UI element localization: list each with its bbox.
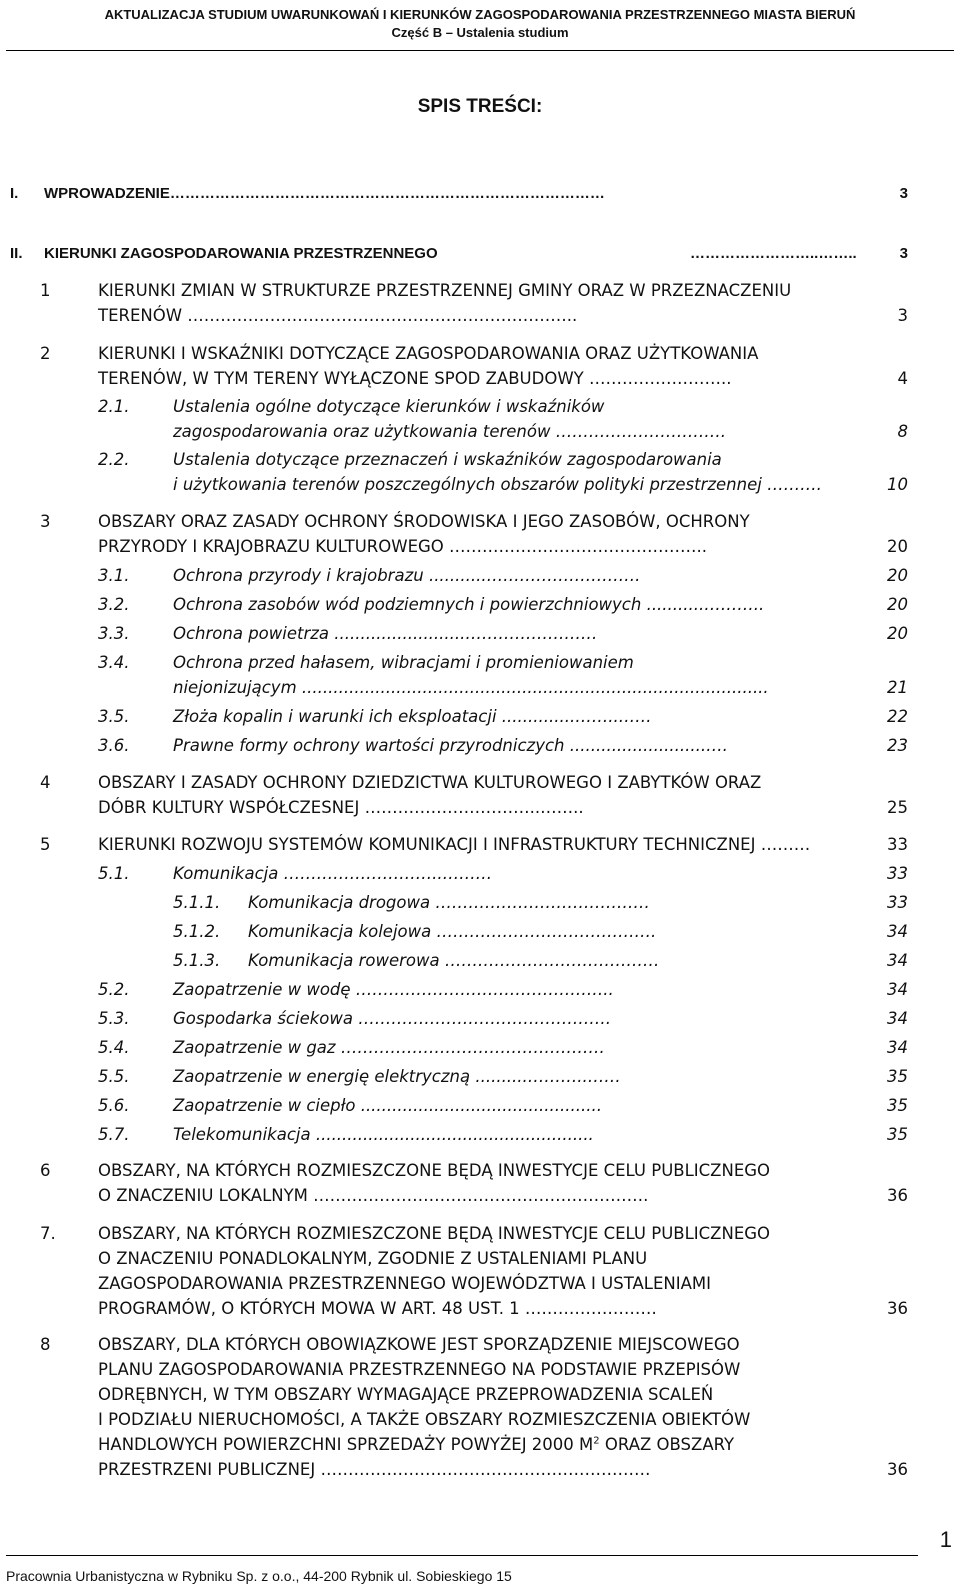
toc-entry-number: 3.2. — [98, 595, 130, 614]
toc-entry-title: Zaopatrzenie w gaz ………………………………………… — [173, 1038, 605, 1057]
toc-entry-page: 3 — [897, 306, 908, 325]
toc-entry-title: WPROWADZENIE…………………………………………………………………………… — [44, 185, 605, 202]
superscript: 2 — [593, 1435, 600, 1447]
toc-entry-title-cont: PRZYRODY I KRAJOBRAZU KULTUROWEGO ……………………………………….. — [98, 537, 708, 556]
toc-entry-number: II. — [10, 245, 23, 262]
toc-entry-number: I. — [10, 185, 19, 202]
toc-entry-page: 36 — [887, 1186, 908, 1205]
toc-entry-title-cont: ZAGOSPODAROWANIA PRZESTRZENNEGO WOJEWÓDZTWA I USTALENIAMI — [98, 1274, 711, 1293]
toc-entry-title-cont: PLANU ZAGOSPODAROWANIA PRZESTRZENNEGO NA PODSTAWIE PRZEPISÓW — [98, 1360, 741, 1379]
toc-entry-number: 2 — [40, 344, 51, 363]
toc-entry[interactable] — [40, 278, 908, 328]
footer-text: Pracownia Urbanistyczna w Rybniku Sp. z o.o., 44-200 Rybnik ul. Sobieskiego 15 — [6, 1568, 512, 1584]
toc-entry-title: Ochrona przyrody i krajobrazu ...........………………………. — [173, 566, 641, 585]
toc-entry-number: 3.4. — [98, 653, 130, 672]
toc-entry-page: 3 — [899, 185, 908, 202]
toc-entry-number: 7. — [40, 1224, 56, 1243]
toc-entry-leader: ……………………..…….. — [690, 245, 857, 262]
toc-entry-number: 5.1.1. — [173, 893, 221, 912]
toc-entry-title: OBSZARY, NA KTÓRYCH ROZMIESZCZONE BĘDĄ INWESTYCJE CELU PUBLICZNEGO — [98, 1224, 771, 1243]
toc-entry[interactable] — [40, 770, 908, 820]
toc-entry-page: 33 — [887, 864, 908, 883]
toc-entry-number: 5.3. — [98, 1009, 130, 1028]
toc-entry-page: 36 — [887, 1299, 908, 1318]
toc-entry[interactable] — [40, 509, 908, 559]
toc-entry-title: Komunikacja kolejowa …………………………………. — [248, 922, 657, 941]
toc-entry-number: 5.1.3. — [173, 951, 221, 970]
toc-entry[interactable] — [40, 1221, 908, 1321]
toc-entry-page: 33 — [887, 835, 908, 854]
toc-entry-title: Ochrona zasobów wód podziemnych i powierzchniowych ...........……….. — [173, 595, 765, 614]
toc-entry-page: 34 — [887, 980, 908, 999]
toc-entry[interactable] — [98, 650, 908, 700]
toc-entry-title: Telekomunikacja ..................................................... — [173, 1125, 594, 1144]
document-header — [0, 0, 960, 42]
toc-entry-page: 20 — [887, 624, 908, 643]
toc-entry-page: 34 — [887, 951, 908, 970]
toc-entry-number: 3.3. — [98, 624, 130, 643]
toc-entry-page: 10 — [887, 475, 908, 494]
toc-entry[interactable] — [40, 1158, 908, 1208]
toc-entry-page: 35 — [887, 1096, 908, 1115]
toc-entry-page: 34 — [887, 1038, 908, 1057]
toc-entry-title: Zaopatrzenie w energię elektryczną ..........………..…… — [173, 1067, 621, 1086]
toc-entry-page: 4 — [897, 369, 908, 388]
header-rule — [6, 50, 954, 51]
toc-entry-page: 33 — [887, 893, 908, 912]
toc-entry-number: 5.6. — [98, 1096, 130, 1115]
toc-entry-number: 3.1. — [98, 566, 130, 585]
toc-entry-page: 3 — [899, 245, 908, 262]
toc-entry-title-cont: O ZNACZENIU LOKALNYM ……………………………………………………. — [98, 1186, 649, 1205]
toc-entry-title-cont: zagospodarowania oraz użytkowania terenów …………………………. — [173, 422, 726, 441]
toc-entry[interactable] — [40, 1332, 908, 1482]
page-title: SPIS TREŚCI: — [417, 96, 543, 117]
toc-entry-title-cont: TERENÓW …………………………………………………………….. — [98, 306, 578, 325]
toc-entry-title: KIERUNKI ROZWOJU SYSTEMÓW KOMUNIKACJI I INFRASTRUKTURY TECHNICZNEJ ……… — [98, 835, 811, 854]
toc-entry-page: 36 — [887, 1460, 908, 1479]
toc-entry-number: 8 — [40, 1335, 51, 1354]
header-title: AKTUALIZACJA STUDIUM UWARUNKOWAŃ I KIERUNKÓW ZAGOSPODAROWANIA PRZESTRZENNEGO MIASTA BIERUŃ — [104, 7, 856, 22]
footer-rule — [6, 1555, 918, 1556]
toc-entry-title: Komunikacja rowerowa ………………………………… — [248, 951, 660, 970]
toc-entry-title: Ochrona powietrza .........................…………………… — [173, 624, 598, 643]
toc-entry-number: 3.6. — [98, 736, 130, 755]
toc-entry-title: KIERUNKI ZMIAN W STRUKTURZE PRZESTRZENNEJ GMINY ORAZ W PRZEZNACZENIU — [98, 281, 792, 300]
toc-entry-title-segment: ORAZ OBSZARY — [599, 1435, 735, 1454]
toc-entry-title: Prawne formy ochrony wartości przyrodniczych ..........................…. — [173, 736, 728, 755]
toc-entry-title-cont: I PODZIAŁU NIERUCHOMOŚCI, A TAKŻE OBSZARY ROZMIESZCZENIA OBIEKTÓW — [98, 1410, 751, 1429]
toc-entry-page: 25 — [887, 798, 908, 817]
toc-entry-title: Złoża kopalin i warunki ich eksploatacji ..............……..…… — [173, 707, 652, 726]
toc-entry-title-cont: i użytkowania terenów poszczególnych obszarów polityki przestrzennej ………. — [173, 475, 822, 494]
toc-entry-number: 5.4. — [98, 1038, 130, 1057]
toc-entry-number: 1 — [40, 281, 51, 300]
toc-entry-number: 4 — [40, 773, 51, 792]
toc-entry-page: 34 — [887, 922, 908, 941]
toc-entry-title-cont: O ZNACZENIU PONADLOKALNYM, ZGODNIE Z USTALENIAMI PLANU — [98, 1249, 648, 1268]
toc-entry-title-cont: TERENÓW, W TYM TERENY WYŁĄCZONE SPOD ZABUDOWY …………………….. — [98, 369, 732, 388]
toc-entry-number: 5.1.2. — [173, 922, 221, 941]
toc-entry-number: 6 — [40, 1161, 51, 1180]
toc-entry-title-segment: HANDLOWYCH POWIERZCHNI SPRZEDAŻY POWYŻEJ 2000 M — [98, 1435, 594, 1454]
toc-entry-title: OBSZARY, NA KTÓRYCH ROZMIESZCZONE BĘDĄ INWESTYCJE CELU PUBLICZNEGO — [98, 1161, 771, 1180]
toc-entry[interactable] — [40, 341, 908, 391]
toc-entry-page: 22 — [887, 707, 908, 726]
toc-entry-page: 20 — [887, 595, 908, 614]
toc-entry-title: Ochrona przed hałasem, wibracjami i promieniowaniem — [173, 653, 634, 672]
toc-entry-number: 5.2. — [98, 980, 130, 999]
toc-entry-page: 35 — [887, 1125, 908, 1144]
toc-entry-page: 35 — [887, 1067, 908, 1086]
toc-entry-title-cont: niejonizującym ......................................................................................... — [173, 678, 769, 697]
toc-entry-title: Ustalenia ogólne dotyczące kierunków i wskaźników — [173, 397, 605, 416]
toc-entry-number: 3.5. — [98, 707, 130, 726]
toc-entry-number: 5 — [40, 835, 51, 854]
toc-entry-number: 2.1. — [98, 397, 130, 416]
toc-entry-title: OBSZARY ORAZ ZASADY OCHRONY ŚRODOWISKA I JEGO ZASOBÓW, OCHRONY — [98, 512, 750, 531]
toc-entry-number: 5.1. — [98, 864, 130, 883]
toc-entry-number: 3 — [40, 512, 51, 531]
toc-entry-title-cont: PROGRAMÓW, O KTÓRYCH MOWA W ART. 48 UST. 1 …………………… — [98, 1299, 657, 1318]
page-number: 1 — [939, 1527, 952, 1552]
toc-entry-title: Komunikacja ………………………..……… — [173, 864, 493, 883]
toc-entry-title-cont: ODRĘBNYCH, W TYM OBSZARY WYMAGAJĄCE PRZEPROWADZENIA SCALEŃ — [98, 1385, 714, 1404]
toc-entry-page: 21 — [887, 678, 908, 697]
toc-entry-title: KIERUNKI ZAGOSPODAROWANIA PRZESTRZENNEGO — [44, 245, 438, 262]
toc-entry-title: Zaopatrzenie w ciepło .............................................. — [173, 1096, 602, 1115]
toc-entry-title: OBSZARY, DLA KTÓRYCH OBOWIĄZKOWE JEST SPORZĄDZENIE MIEJSCOWEGO — [98, 1335, 740, 1354]
toc-entry-number: 2.2. — [98, 450, 130, 469]
toc-entry-number: 5.7. — [98, 1125, 130, 1144]
toc-entry-page: 20 — [887, 566, 908, 585]
toc-entry[interactable] — [98, 447, 908, 497]
header-subtitle: Część B – Ustalenia studium — [391, 25, 569, 40]
toc-entry-title: Komunikacja drogowa ………………………………… — [248, 893, 650, 912]
toc-entry-title-cont: DÓBR KULTURY WSPÓŁCZESNEJ …………………………..…….. — [98, 798, 584, 817]
toc-entry-number: 5.5. — [98, 1067, 130, 1086]
toc-entry-title: Ustalenia dotyczące przeznaczeń i wskaźników zagospodarowania — [173, 450, 722, 469]
toc-entry-page: 20 — [887, 537, 908, 556]
toc-entry-title: Gospodarka ściekowa ………………………………………. — [173, 1009, 611, 1028]
toc-entry-title-cont: PRZESTRZENI PUBLICZNEJ …………………………………………………… — [98, 1460, 651, 1479]
toc-entry-title: OBSZARY I ZASADY OCHRONY DZIEDZICTWA KULTUROWEGO I ZABYTKÓW ORAZ — [98, 773, 762, 792]
toc-entry-page: 34 — [887, 1009, 908, 1028]
toc-entry-page: 8 — [897, 422, 908, 441]
toc-entry-page: 23 — [887, 736, 908, 755]
toc-entry[interactable] — [98, 394, 908, 444]
toc-entry-title: KIERUNKI I WSKAŹNIKI DOTYCZĄCE ZAGOSPODAROWANIA ORAZ UŻYTKOWANIA — [98, 344, 759, 363]
toc-entry-title-cont — [98, 1432, 734, 1457]
toc-entry-title: Zaopatrzenie w wodę ……………………………………….. — [173, 980, 614, 999]
